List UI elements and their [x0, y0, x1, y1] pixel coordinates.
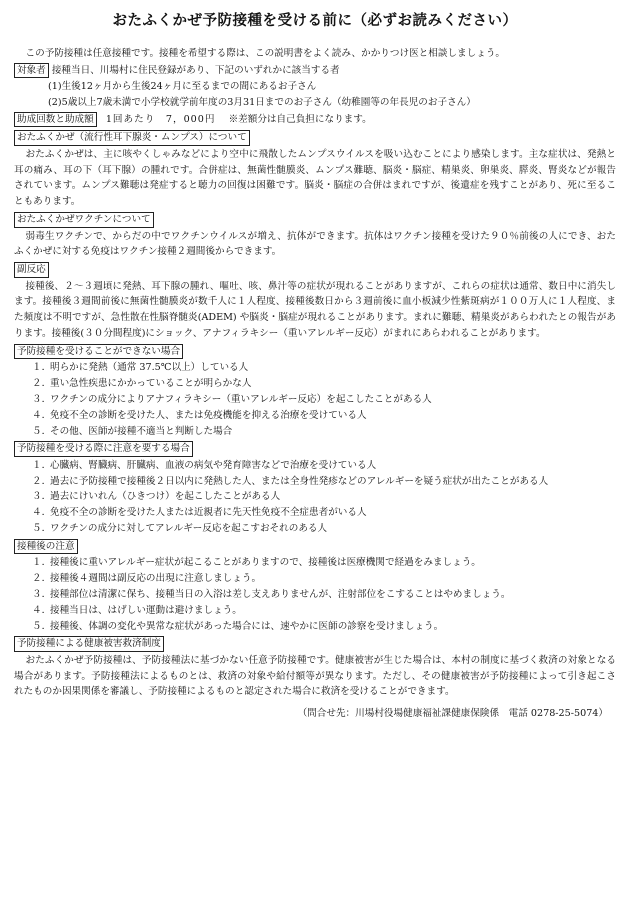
list-item: １．明らかに発熱（通常 37.5℃以上）している人 — [32, 362, 249, 374]
cannot-receive-heading: 予防接種を受けることができない場合 — [14, 344, 183, 360]
side-effects-heading: 副反応 — [14, 262, 49, 278]
list-item: ５．接種後、体調の変化や異常な症状があった場合には、速やかに医師の診察を受けましょう。 — [32, 620, 444, 632]
contact-info: （問合せ先：川場村役場健康福祉課健康保険係 電話 0278-25-5074） — [297, 708, 608, 720]
subsidy-note: ※差額分は自己負担になります。 — [228, 113, 372, 125]
caution-heading: 予防接種を受ける際に注意を要する場合 — [14, 441, 193, 457]
after-list — [14, 555, 616, 634]
list-item: ５．その他、医師が接種不適当と判断した場合 — [32, 425, 233, 437]
mumps-heading: おたふくかぜ（流行性耳下腺炎・ムンプス）について — [14, 130, 250, 146]
subsidy-label: 助成回数と助成額 — [14, 112, 97, 128]
list-item: １．接種後に重いアレルギー症状が起こることがありますので、接種後は医療機関で経過をみましょう。 — [32, 557, 481, 569]
relief-text: おたふくかぜ予防接種は、予防接種法に基づかない任意予防接種です。健康被害が生じた場合は、本村の制度に基づく救済の対象となる場合があります。予防接種法によるものとは、救済の対象や給付額等が異なります。ただし、その健康被害が予防接種によって引き起こされたものか因果関係を審議し、予防接種によるものと認定された場合に救済を受けることができます。 — [14, 654, 616, 698]
caution-list — [14, 458, 616, 537]
relief-heading: 予防接種による健康被害救済制度 — [14, 636, 164, 652]
eligibility-section — [14, 62, 616, 80]
after-heading: 接種後の注意 — [14, 539, 78, 555]
mumps-text: おたふくかぜは、主に咳やくしゃみなどにより空中に飛散したムンプスウイルスを吸い込むことにより感染します。主な症状は、発熱と耳の痛み、耳の下（耳下腺）の腫れです。合併症は、無菌性髄膜炎、ムンプス難聴、脳炎・脳症、精巣炎、卵巣炎、膵炎、腎炎などが報告されています。ムンプス難聴は発症すると聴力の回復は困難です。脳炎・脳症の合併はまれですが、後遺症を残すことがあり、死に至ることもあります。 — [14, 148, 616, 208]
intro-text: この予防接種は任意接種です。接種を希望する際は、この説明書をよく読み、かかりつけ医と相談しましょう。 — [25, 48, 506, 59]
vaccine-heading: おたふくかぜワクチンについて — [14, 212, 154, 228]
page-title: おたふくかぜ予防接種を受ける前に（必ずお読みください） — [112, 12, 518, 29]
list-item: ３．接種部位は清潔に保ち、接種当日の入浴は差し支えありませんが、注射部位をこすることはやめましょう。 — [32, 588, 511, 600]
list-item: ２．接種後４週間は副反応の出現に注意しましょう。 — [32, 573, 262, 585]
list-item: ２．重い急性疾患にかかっていることが明らかな人 — [32, 378, 252, 390]
side-effects-text: 接種後、２〜３週頃に発熱、耳下腺の腫れ、嘔吐、咳、鼻汁等の症状が現れることがありますが、これらの症状は通常、数日中に消失します。接種後３週間前後に無菌性髄膜炎が数千人に１人程度、接種後数日から３週前後に血小板減少性紫斑病が１００万人に１人程度、また頻度は不明ですが、急性散在性脳脊髄炎(ADEM) や脳炎・脳症が現れることがあります。まれに難聴、精巣炎があらわれたとの報告があります。接種後(３０分間程度)にショック、アナフィラキシー（重いアレルギー反応）がまれにあらわれることがあります。 — [14, 280, 616, 340]
subsidy-section — [14, 111, 616, 129]
eligibility-text: 接種当日、川場村に住民登録があり、下記のいずれかに該当する者 — [51, 64, 340, 76]
vaccine-text: 弱毒生ワクチンで、からだの中でワクチンウイルスが増え、抗体ができます。抗体はワクチン接種を受けた９０％前後の人にでき、おたふくかぜに対する免疫はワクチン接種２週間後からできます。 — [14, 230, 616, 258]
list-item: ４．免疫不全の診断を受けた人、または免疫機能を抑える治療を受けている人 — [32, 409, 367, 421]
list-item: ４．免疫不全の診断を受けた人または近親者に先天性免疫不全症患者がいる人 — [32, 507, 367, 519]
list-item: ２．過去に予防接種で接種後２日以内に発熱した人、または全身性発疹などのアレルギーを疑う症状が出たことがある人 — [32, 475, 549, 487]
list-item: ３．ワクチンの成分によりアナフィラキシー（重いアレルギー反応）を起こしたことがある人 — [32, 393, 432, 405]
eligibility-label: 対象者 — [14, 63, 49, 79]
cannot-receive-list — [14, 360, 616, 439]
list-item: ４．接種当日は、はげしい運動は避けましょう。 — [32, 604, 242, 616]
subsidy-amount: 1回あたり 7，000円 — [105, 113, 216, 125]
eligibility-item: (2)5歳以上7歳未満で小学校就学前年度の3月31日までのお子さん（幼稚園等の年長児のお子さん） — [48, 97, 476, 109]
eligibility-item: (1)生後12ヶ月から生後24ヶ月に至るまでの間にあるお子さん — [48, 81, 317, 93]
list-item: ３．過去にけいれん（ひきつけ）を起こしたことがある人 — [32, 491, 281, 503]
list-item: １．心臓病、腎臓病、肝臓病、血液の病気や発育障害などで治療を受けている人 — [32, 459, 377, 471]
list-item: ５．ワクチンの成分に対してアレルギー反応を起こすおそれのある人 — [32, 523, 328, 535]
